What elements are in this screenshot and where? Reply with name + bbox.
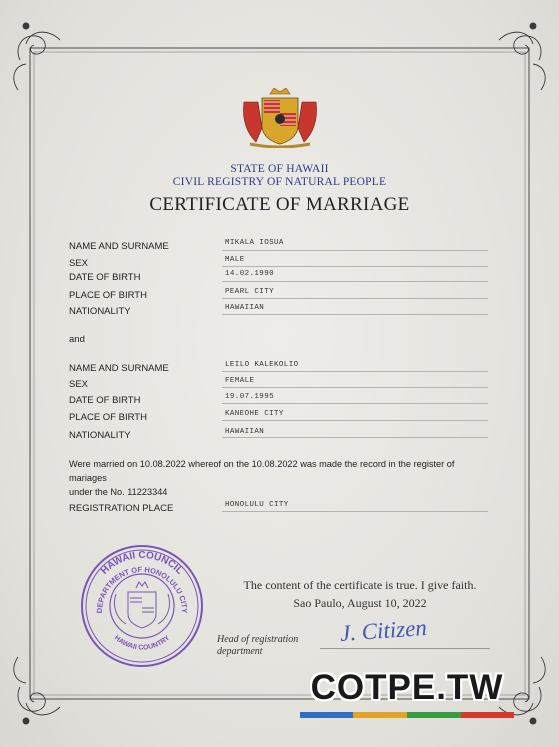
field-underline xyxy=(222,250,488,251)
field-underline xyxy=(222,420,488,421)
spouse2-name-label: NAME AND SURNAME xyxy=(69,363,169,374)
spouse1-nationality-value: HAWAIIAN xyxy=(225,304,265,312)
spouse1-name-value: MIKALA IOSUA xyxy=(225,239,284,247)
spouse2-sex-label: SEX xyxy=(69,379,89,390)
watermark-bar-blue xyxy=(300,712,353,718)
spouse1-name-label: NAME AND SURNAME xyxy=(69,241,169,252)
field-underline xyxy=(222,314,488,315)
registration-place-value: HONOLULU CITY xyxy=(225,501,289,509)
marriage-statement xyxy=(69,457,489,499)
stamp-text-mid: DEPARTMENT OF HONOLULU CITY xyxy=(94,564,190,614)
hawaii-coat-of-arms-icon xyxy=(240,88,320,148)
spouse2-nationality-label: NATIONALITY xyxy=(69,430,131,441)
spouse2-sex-value: FEMALE xyxy=(225,377,255,385)
watermark-bar-red xyxy=(461,712,514,718)
conjunction-text: and xyxy=(69,334,85,345)
spouse2-nationality-value: HAWAIIAN xyxy=(225,428,265,436)
registration-place-label: REGISTRATION PLACE xyxy=(69,503,174,514)
field-underline xyxy=(222,371,488,372)
watermark-bar-yellow xyxy=(353,712,407,718)
field-underline xyxy=(222,437,488,438)
field-underline xyxy=(222,511,488,512)
spouse2-name-value: LEILO KALEKOLIO xyxy=(225,361,299,369)
signatory-title-line-2: department xyxy=(217,646,263,657)
signatory-title xyxy=(217,634,327,658)
spouse1-nationality-label: NATIONALITY xyxy=(69,306,131,317)
field-underline xyxy=(222,298,488,299)
signature-line xyxy=(320,648,490,649)
spouse1-pob-value: PEARL CITY xyxy=(225,288,275,296)
spouse2-dob-value: 19.07.1995 xyxy=(225,393,275,401)
signatory-title-line-1: Head of registration xyxy=(217,634,299,645)
attestation-place-date: Sao Paulo, August 10, 2022 xyxy=(293,596,427,610)
spouse1-pob-label: PLACE OF BIRTH xyxy=(69,290,147,301)
signature: J. Citizen xyxy=(339,615,428,647)
field-underline xyxy=(222,281,488,282)
registry-heading: CIVIL REGISTRY OF NATURAL PEOPLE xyxy=(172,176,387,188)
stamp-text-top: HAWAII COUNCIL xyxy=(99,550,185,577)
spouse1-sex-value: MALE xyxy=(225,256,245,264)
field-underline xyxy=(222,403,488,404)
spouse1-sex-label: SEX xyxy=(69,258,89,269)
council-stamp xyxy=(76,542,208,670)
watermark-logo: COTPE.TW xyxy=(310,668,504,707)
stamp-crest-icon xyxy=(114,582,169,628)
spouse1-dob-value: 14.02.1990 xyxy=(225,270,275,278)
statement-line-1: Were married on 10.08.2022 whereof on the 10.08.2022 was made the record in the register of mariages xyxy=(69,459,455,483)
statement-line-2: under the No. 11223344 xyxy=(69,487,168,497)
spouse2-pob-value: KANEOHE CITY xyxy=(225,410,284,418)
spouse1-dob-label: DATE OF BIRTH xyxy=(69,272,141,283)
field-underline xyxy=(222,387,488,388)
stamp-text-bottom: HAWAII COUNTRY xyxy=(112,634,172,652)
attestation-text: The content of the certificate is true. I give faith. xyxy=(243,578,477,592)
spouse2-dob-label: DATE OF BIRTH xyxy=(69,395,141,406)
spouse2-pob-label: PLACE OF BIRTH xyxy=(69,412,147,423)
watermark-bar-green xyxy=(407,712,461,718)
field-underline xyxy=(222,266,488,267)
state-heading: STATE OF HAWAII xyxy=(230,163,329,175)
certificate-title: CERTIFICATE OF MARRIAGE xyxy=(149,194,410,215)
